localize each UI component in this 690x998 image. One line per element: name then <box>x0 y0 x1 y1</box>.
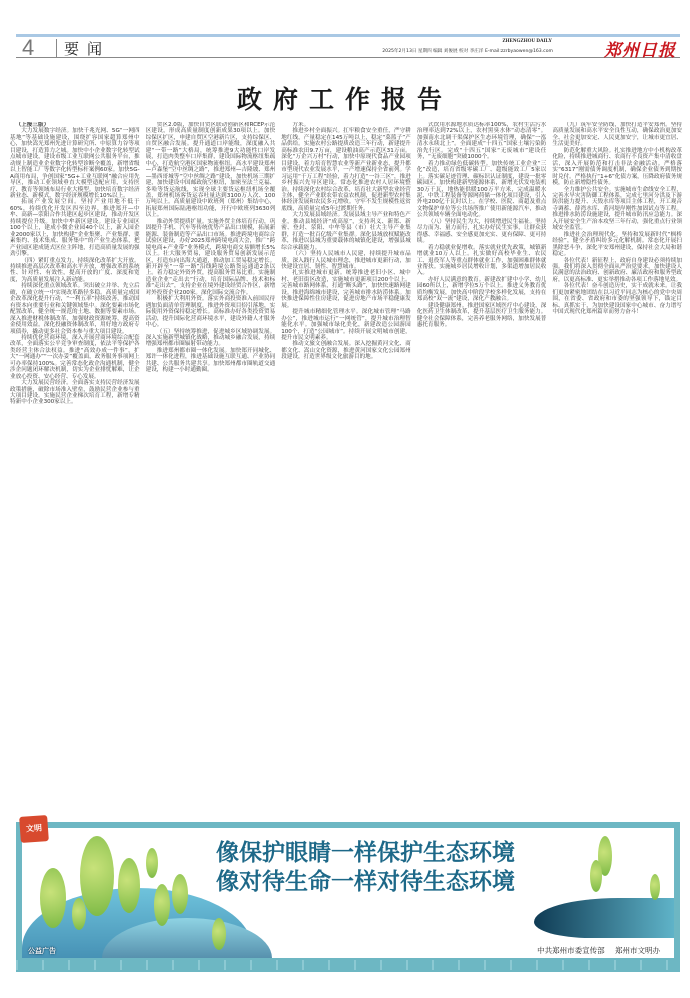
text-column <box>417 122 547 822</box>
paragraph: 防范化解重大风险。扎实推进地方中小机构改革化险，持续推进城商行、农商行不良资产集中清收盘活，深入开展防范和打击非法金融活动。严格落实“6317”刚需债务调度机制，确保企业债务到期按时兑付。严格执行“1+6”化债方案，压降政府债务规模，防止新增隐性债务。 <box>552 147 682 187</box>
paragraph: （六）坚持人民城市人民建，持续提升城市品质。深入践行人民城市理念，推进城市更新行动，加快建设宜居、韧性、智慧城市。 <box>281 251 411 270</box>
tree-illustration <box>40 868 66 928</box>
paragraph: （八）坚持民生为大，持续增进民生福祉。坚持尽力而为、量力而行，扎实办好民生实事，让群众获得感、幸福感、安全感更加充实、更有保障、更可持续。 <box>416 218 547 245</box>
paragraph: 持续深化重点领域改革。突出破立并举、先立后破，在破立统一中实现改革路径多稳。高质量完成国企改革深化提升行动，“一利五率”持续改善，推动国有资本向重要行业和关键领域集中。深化要素市场化配置改革，健全统一规范的土地、数据等要素市场。深入推进财税体制改革，加强财政资源统筹，提高资金使用效益。深化投融资体制改革，用好地方政府专项债券，撬动更多社会资本参与重大项目建设。 <box>10 283 140 335</box>
public-service-ad <box>16 822 680 972</box>
paragraph: 着力推动绿色低碳转型。加快传统工业企业“三化”改造，培育省级零碳工厂、超级能效工厂5家以上。落实碳足迹管理、碳标识认证制度，建设一批零碳园区。加快构建新型能源体系，新增光伏发电装机30万千瓦，地热能供暖100万平方米，完成温暖水泥、中铁工程装备等源网荷储一体化项目建设，引入外电200亿千瓦时以上。在学校、医院、商超及重点文物保护单位等公共场所推广使用新能源汽车，推动公共领域车辆全面电动化。 <box>416 160 547 219</box>
text-column <box>552 122 682 822</box>
paragraph: 着力稳就业促增收。落实就业优先政策，城镇新增就业10万人以上。扎实做好高校毕业生、农民工、退役军人等重点群体就业工作，加强困难群体就业帮扶。实施城乡居民增收计划，多渠道增加居民收入。 <box>416 244 547 277</box>
paragraph: 积极扩大利用外资。落实外商投资准入前国民待遇加负面清单管理制度，推进外资项目招引落地，实际使用外资保持稳定增长。高标准办好各类投资贸易活动，提升国际化营商环境水平，建设外籍人才服务中心。 <box>145 296 276 329</box>
slogan-line-2: 像对待生命一样对待生态环境 <box>216 868 515 895</box>
paragraph: 推进社会治理现代化。坚持和发展新时代“枫桥经验”，健全矛盾纠纷多元化解机制。常态化开展扫黑除恶斗争，深化平安郑州建设，保持社会大局和谐稳定。 <box>552 231 682 258</box>
tree-illustration <box>650 874 660 900</box>
tree-illustration <box>80 836 114 916</box>
paper-english-name: ZHENGZHOU DAILY <box>502 39 552 44</box>
paragraph: 推动外贸提质扩量。实施外贸主体培育行动，巩固提升手机、汽车等传统优势产品出口规模，拓展新能源、装备制造等产品出口市场。推进跨境电商综合试验区建设，办好2025郑州跨境电商大会，推广“跨境电商+产业带”业务模式，跨境电商交易额增长5%以上。壮大服务贸易，建设服务贸易创新发展示范区，打造东向出海大通道，推动加工贸易稳定增长。新开辟至“一带一路”沿线跨境公路货运通道2条以上。着力稳定外资外贸，提高服务贸易比重。实施制造业企业“走出去”行动，培育国际品牌、技术和标准“走出去”，支持企业在境外建设经贸合作区，新增对外投资企业200家。深化国际交流合作。 <box>145 218 276 296</box>
text-column <box>10 122 140 822</box>
paragraph: （四）紧盯重点发力，持续深化改革扩大开放。持续推进高层次改革和高水平开放，增强改革的系统性、针对性、有效性，提高开放的广度、深度和宽度，为高质量发展注入新动能。 <box>10 257 140 283</box>
paragraph: 各位代表！奋斗创造历史，实干成就未来。让我们更加紧密地团结在以习近平同志为核心的党中央周围，在省委、省政府和市委的坚强领导下，锚定目标、真抓实干，为加快建设国家中心城市、奋力谱写中国式现代化郑州篇章而努力奋斗！ <box>552 283 682 316</box>
issue-meta: 2025年2月13日 星期四 编辑 刘俊展 校对 李庄洋 E-mail:zzrbyaowen@163.com <box>382 49 553 54</box>
paragraph: 方米。 <box>292 122 310 128</box>
tree-illustration <box>154 884 170 926</box>
tree-illustration <box>72 898 86 930</box>
tree-illustration <box>118 858 140 913</box>
paragraph: 推进乡村全面振兴。扛牢粮食安全重任，严守耕地红线，产量稳定在145万吨以上，稳定“菜篮子”产品供给。实施农村公路提质改造三年行动，新建提升高标准农田9.7万亩，建设粮油高产示范区31万亩。深化“万企兴万村”行动，加快中原现代食品产业园项目建设，着力培育智慧农业等新产业新业态，提升都市型现代农业发展水平，一产增速保持全省前列。学习运用“千万工程”经验，着力打造“一谷三区”，推进乡村振兴先导区建设。常态化推进农村人居环境整治。持续深化农村综合改革，培育壮大新型农业经营主体，健全产业联农带农益农机制，促进新型农村集体经济发展和农民多元增收。守牢不发生规模性返贫底线，高质量完成5年过渡期任务。 <box>281 128 411 212</box>
article-body <box>10 122 682 822</box>
ad-label: 公益广告 <box>28 947 56 955</box>
paragraph: 各位代表！新征程上，政府自身建设必须持续加强。我们将深入贯彻全面从严治党要求，加快建设人民满意的法治政府、创新政府、廉洁政府和服务型政府，以更高标准、更实举措推动各项工作落地见效。 <box>552 257 682 283</box>
paragraph: 扎实推进城市更新。统筹推进老旧小区、城中村、老旧街区改造，实施城市更新项目200个以上。完善城市路网体系，打通“断头路”，加快快速路网建设。推进海绵城市建设，完善城市排水防涝体系。加快推进保障性住房建设，促进房地产市场平稳健康发展。 <box>281 270 411 309</box>
paragraph: 贸区2.0版，加快自贸区联动创新区和RCEP示范区建设，形成高质量制度创新成果30项以上。加快综保区扩区，申建自贸区空港新片区，支持综保区、自贸区融合发展。提升通道口岸能级，深度融入共建“一带一路”大格局，统筹推进9大功能性口岸发展，打造肉类整车口岸集群，建设国际物流枢纽集疏中心，打造航空港区国家物流枢纽。高水平建设郑州—卢森堡“空中丝绸之路”，推进郑州—吉隆坡、郑州—墨西哥城等“空中丝绸之路”建设，加快机场三期扩建，加快建设中国邮政航空枢纽，加密至法兰克福、多哈等货运航线，实现全球主要货运枢纽机场全覆盖，郑州机场客货运吞吐量达到3100万人次、100万吨以上。高质量建设中欧班列（郑州）集结中心，拓展郑州国际陆港枢纽功能，开行中欧班列3630列以上。 <box>145 122 276 219</box>
paragraph: 大力发展民营经济。全面落实支持民营经济发展政策措施，破除市场准入壁垒，鼓励民营企业参与重大项目建设。实施民营企业梯次培育工程，新增专精特新中小企业300家以上。 <box>10 380 140 406</box>
paragraph: 拓展产业发展空间。坚持产业用地不低于60%，持续优化开发区四至边界，推进郑开—中牟、高新—荥阳合作共建区起步区建设，推动开发区持续提位升级。加快中牟新区建设。建设专业园区100个以上，建成小微企业园40个以上，新入园企业2000家以上，加快构建“企业集聚、产业集群、要素集约、技术集成、服务集中”的产业生态体系，把产业园区建成链式区位主阵地，打造高质量发展的强劲引擎。 <box>10 199 140 258</box>
text-column <box>281 122 411 822</box>
ad-frame-pattern <box>16 960 680 970</box>
paragraph: 持续优化营商环境。深入开展营商环境综合配套改革，全面落实公平竞争审查制度，依法平等保护各类经营主体合法权益。推进“高效办成一件事”，扩大“一网通办”“一次办妥”覆盖面，政务服务事项网上可办率保持100%。完善常态化政企沟通机制，健全涉企问题闭环解决机制，切实为企业排忧解难，让企业放心投资、安心经营、专心发展。 <box>10 334 140 380</box>
newspaper-logo: 郑州日报 <box>604 41 676 61</box>
tree-illustration <box>212 918 226 950</box>
text-column <box>146 122 276 822</box>
paragraph: 大力发展县域经济。发展县域主导产业和特色产业，推动县域经济“成高原”，支持巩义、新郑、新密、登封、荥阳、中牟等县（市）壮大主导产业集群，打造一批百亿级产业集群。深化县域放权赋能改革，推进以县城为重要载体的城镇化建设，增强县城综合承载能力。 <box>281 212 411 251</box>
page-number: 4 <box>22 35 35 60</box>
ad-sponsor: 中共郑州市委宣传部 郑州市文明办 <box>537 946 660 955</box>
paragraph: （上接三版） <box>15 122 50 128</box>
river-illustration <box>534 898 674 938</box>
tree-illustration <box>172 874 188 914</box>
paragraph: 全力维护公共安全。实施城市生命线安全工程，完善水旱灾害防御工程体系，完成七里河分洪及下游防洪能力提升、天毁水库等项目主体工程，开工观音寺调蓄、薛湾水库、黄河堤岸刚性加固试点等工程。推进排水防涝设施建设，提升城市防汛应急能力。深入开展安全生产治本攻坚三年行动，强化重点行业领域安全监管。 <box>552 186 682 232</box>
paragraph: （九）筑牢安全防线，加快打造平安郑州。坚持高质量发展和高水平安全良性互动，确保政治更加安全、社会更加安定、人民更加安宁，让城市更宜居、生活更美好。 <box>552 122 682 148</box>
paragraph: 推动文旅文创融合发展。深入挖掘黄河文化、商都文化、嵩山文化资源，推进黄河国家文化公园郑州段建设，打造世界级文化旅游目的地。 <box>281 341 411 361</box>
ad-slogan <box>216 838 515 896</box>
page-header <box>16 35 680 61</box>
tree-illustration <box>590 860 602 892</box>
slogan-line-1: 像保护眼睛一样保护生态环境 <box>216 839 515 866</box>
divider <box>56 39 57 57</box>
paragraph: 建设健康郑州。推进国家区域医疗中心建设，深化医药卫生体制改革，提升基层医疗卫生服务能力。健全社会保障体系，完善养老服务网络，加快发展普惠托育服务。 <box>416 302 547 329</box>
paragraph: 式饮用水源地水质达标率100%，农村生活污水治理率达到72%以上，农村黑臭水体“动态清零”。加强南水北调干渠保护区生态环境管理，确保“一泓清水永续北上”。全面建成“十四五”国家土壤污染防治先行区。完成“十四五”国家“无废城市”建设任务，“无废细胞”突破1000个。 <box>416 122 547 161</box>
article-title: 政府工作报告 <box>236 85 453 114</box>
paragraph: （五）坚持统筹推进，促进城乡区域协调发展。深入实施新型城镇化战略，推动城乡融合发展，持续增强郑州都市圈辐射带动能力。 <box>145 328 276 348</box>
paragraph: 大力发展数字经济。加快千兆光网、5G“一网四基地”等基础设施建设，围绕扩容国家超算郑州中心，加快嵩光郑州先进计算研究所、中原算力谷等项目建设，打造算力之城。加快中小企业数字化转型试点城市建设，建设市级工业互联网公共服务平台，推动规上制造业企业数字化转型诊断全覆盖，新增省级以上智能工厂等数字化转型标杆案例60家。加快5G-A商用布局，争创国家“5G+工业互联网”融合应用先导区，推动工业领域垂直大模型适配应用，支持医疗、教育等领域布局行业大模型。加快培育数字经济新业态、新模式，数字经济规模增长10%以上。 <box>10 128 140 199</box>
section-name: 要闻 <box>64 40 111 58</box>
paragraph: 推进郑州都市圈一体化发展。加快郑开同城化、郑许一体化进程，推进基础设施互联互通、产业协同共建、公共服务共建共享。加快郑州都市圈轨道交通建设，构建一小时通勤圈。 <box>145 347 276 374</box>
paragraph: 办好人民满意的教育。新建改扩建中小学、幼儿园60所以上，新增学位5万个以上。推进义务教育优质均衡发展，加快高中阶段学校多样化发展，支持在郑高校“双一流”建设，深化产教融合。 <box>416 276 547 303</box>
paragraph: 提升城市精细化管理水平。深化城市管理“马路办公”，推进城市运行“一网统管”，提升城市治理智能化水平。加强城市绿化美化，新建改造公园游园100个，打造“公园城市”。持续开展文明城市创建，提升市民文明素养。 <box>281 309 411 341</box>
civilization-stamp: 文明 <box>19 815 49 843</box>
tree-illustration <box>146 848 158 878</box>
